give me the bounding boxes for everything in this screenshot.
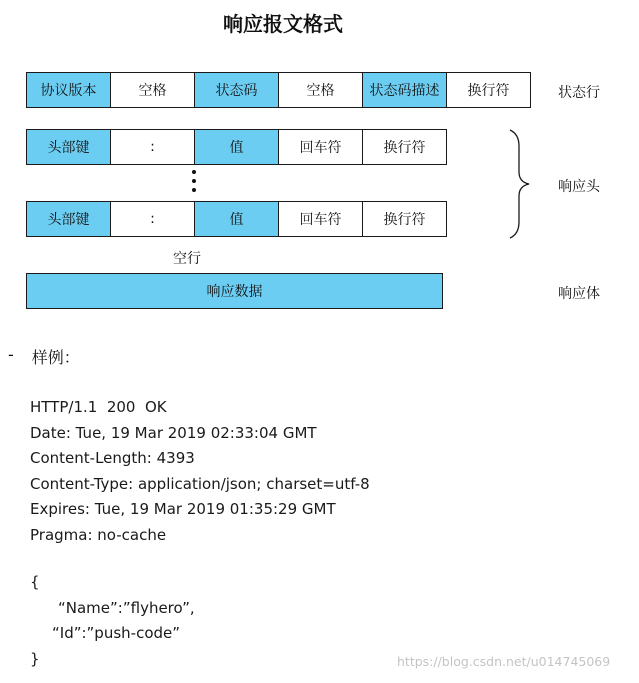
vertical-ellipsis-icon [190, 170, 198, 197]
example-bullet: - [8, 345, 14, 364]
header-key-cell: 头部键 [26, 201, 111, 237]
watermark: https://blog.csdn.net/u014745069 [397, 654, 611, 669]
blank-line-label: 空行 [173, 251, 201, 267]
header-value-cell: 值 [194, 129, 279, 165]
status-cell-space-2: 空格 [278, 72, 363, 108]
json-name-field: “Name”:”flyhero”, [58, 598, 195, 617]
header-row-2 [26, 201, 447, 237]
header-colon-cell: : [110, 201, 195, 237]
diagram-title: 响应报文格式 [223, 12, 343, 36]
http-header-content-type: Content-Type: application/json; charset=utf-8 [30, 474, 370, 493]
json-open-brace: { [30, 573, 40, 591]
http-header-pragma: Pragma: no-cache [30, 525, 167, 544]
response-headers-label: 响应头 [558, 179, 600, 195]
json-id-field: “Id”:”push-code” [52, 624, 181, 642]
status-cell-protocol-version: 协议版本 [26, 72, 111, 108]
example-heading-text: 样例： [31, 348, 80, 367]
header-value-cell: 值 [194, 201, 279, 237]
json-close-brace: } [30, 649, 40, 668]
header-key-cell: 头部键 [26, 129, 111, 165]
status-cell-newline: 换行符 [446, 72, 531, 108]
response-data-bar: 响应数据 [26, 273, 443, 309]
header-carriage-return-cell: 回车符 [278, 129, 363, 165]
example-heading [8, 345, 80, 368]
status-cell-status-code: 状态码 [194, 72, 279, 108]
status-line-row [26, 72, 531, 108]
header-newline-cell: 换行符 [362, 129, 447, 165]
response-body-label: 响应体 [558, 286, 600, 302]
http-status-line: HTTP/1.1 200 OK [30, 398, 167, 416]
header-row-1 [26, 129, 447, 165]
http-response-example [30, 395, 370, 548]
json-body-example [30, 570, 195, 672]
http-header-date: Date: Tue, 19 Mar 2019 02:33:04 GMT [30, 423, 317, 442]
status-line-label: 状态行 [558, 85, 600, 101]
status-cell-space-1: 空格 [110, 72, 195, 108]
http-header-expires: Expires: Tue, 19 Mar 2019 01:35:29 GMT [30, 500, 336, 518]
right-brace-icon [507, 128, 537, 240]
status-cell-status-description: 状态码描述 [362, 72, 447, 108]
header-carriage-return-cell: 回车符 [278, 201, 363, 237]
header-colon-cell: : [110, 129, 195, 165]
header-newline-cell: 换行符 [362, 201, 447, 237]
http-header-content-length: Content-Length: 4393 [30, 449, 195, 467]
